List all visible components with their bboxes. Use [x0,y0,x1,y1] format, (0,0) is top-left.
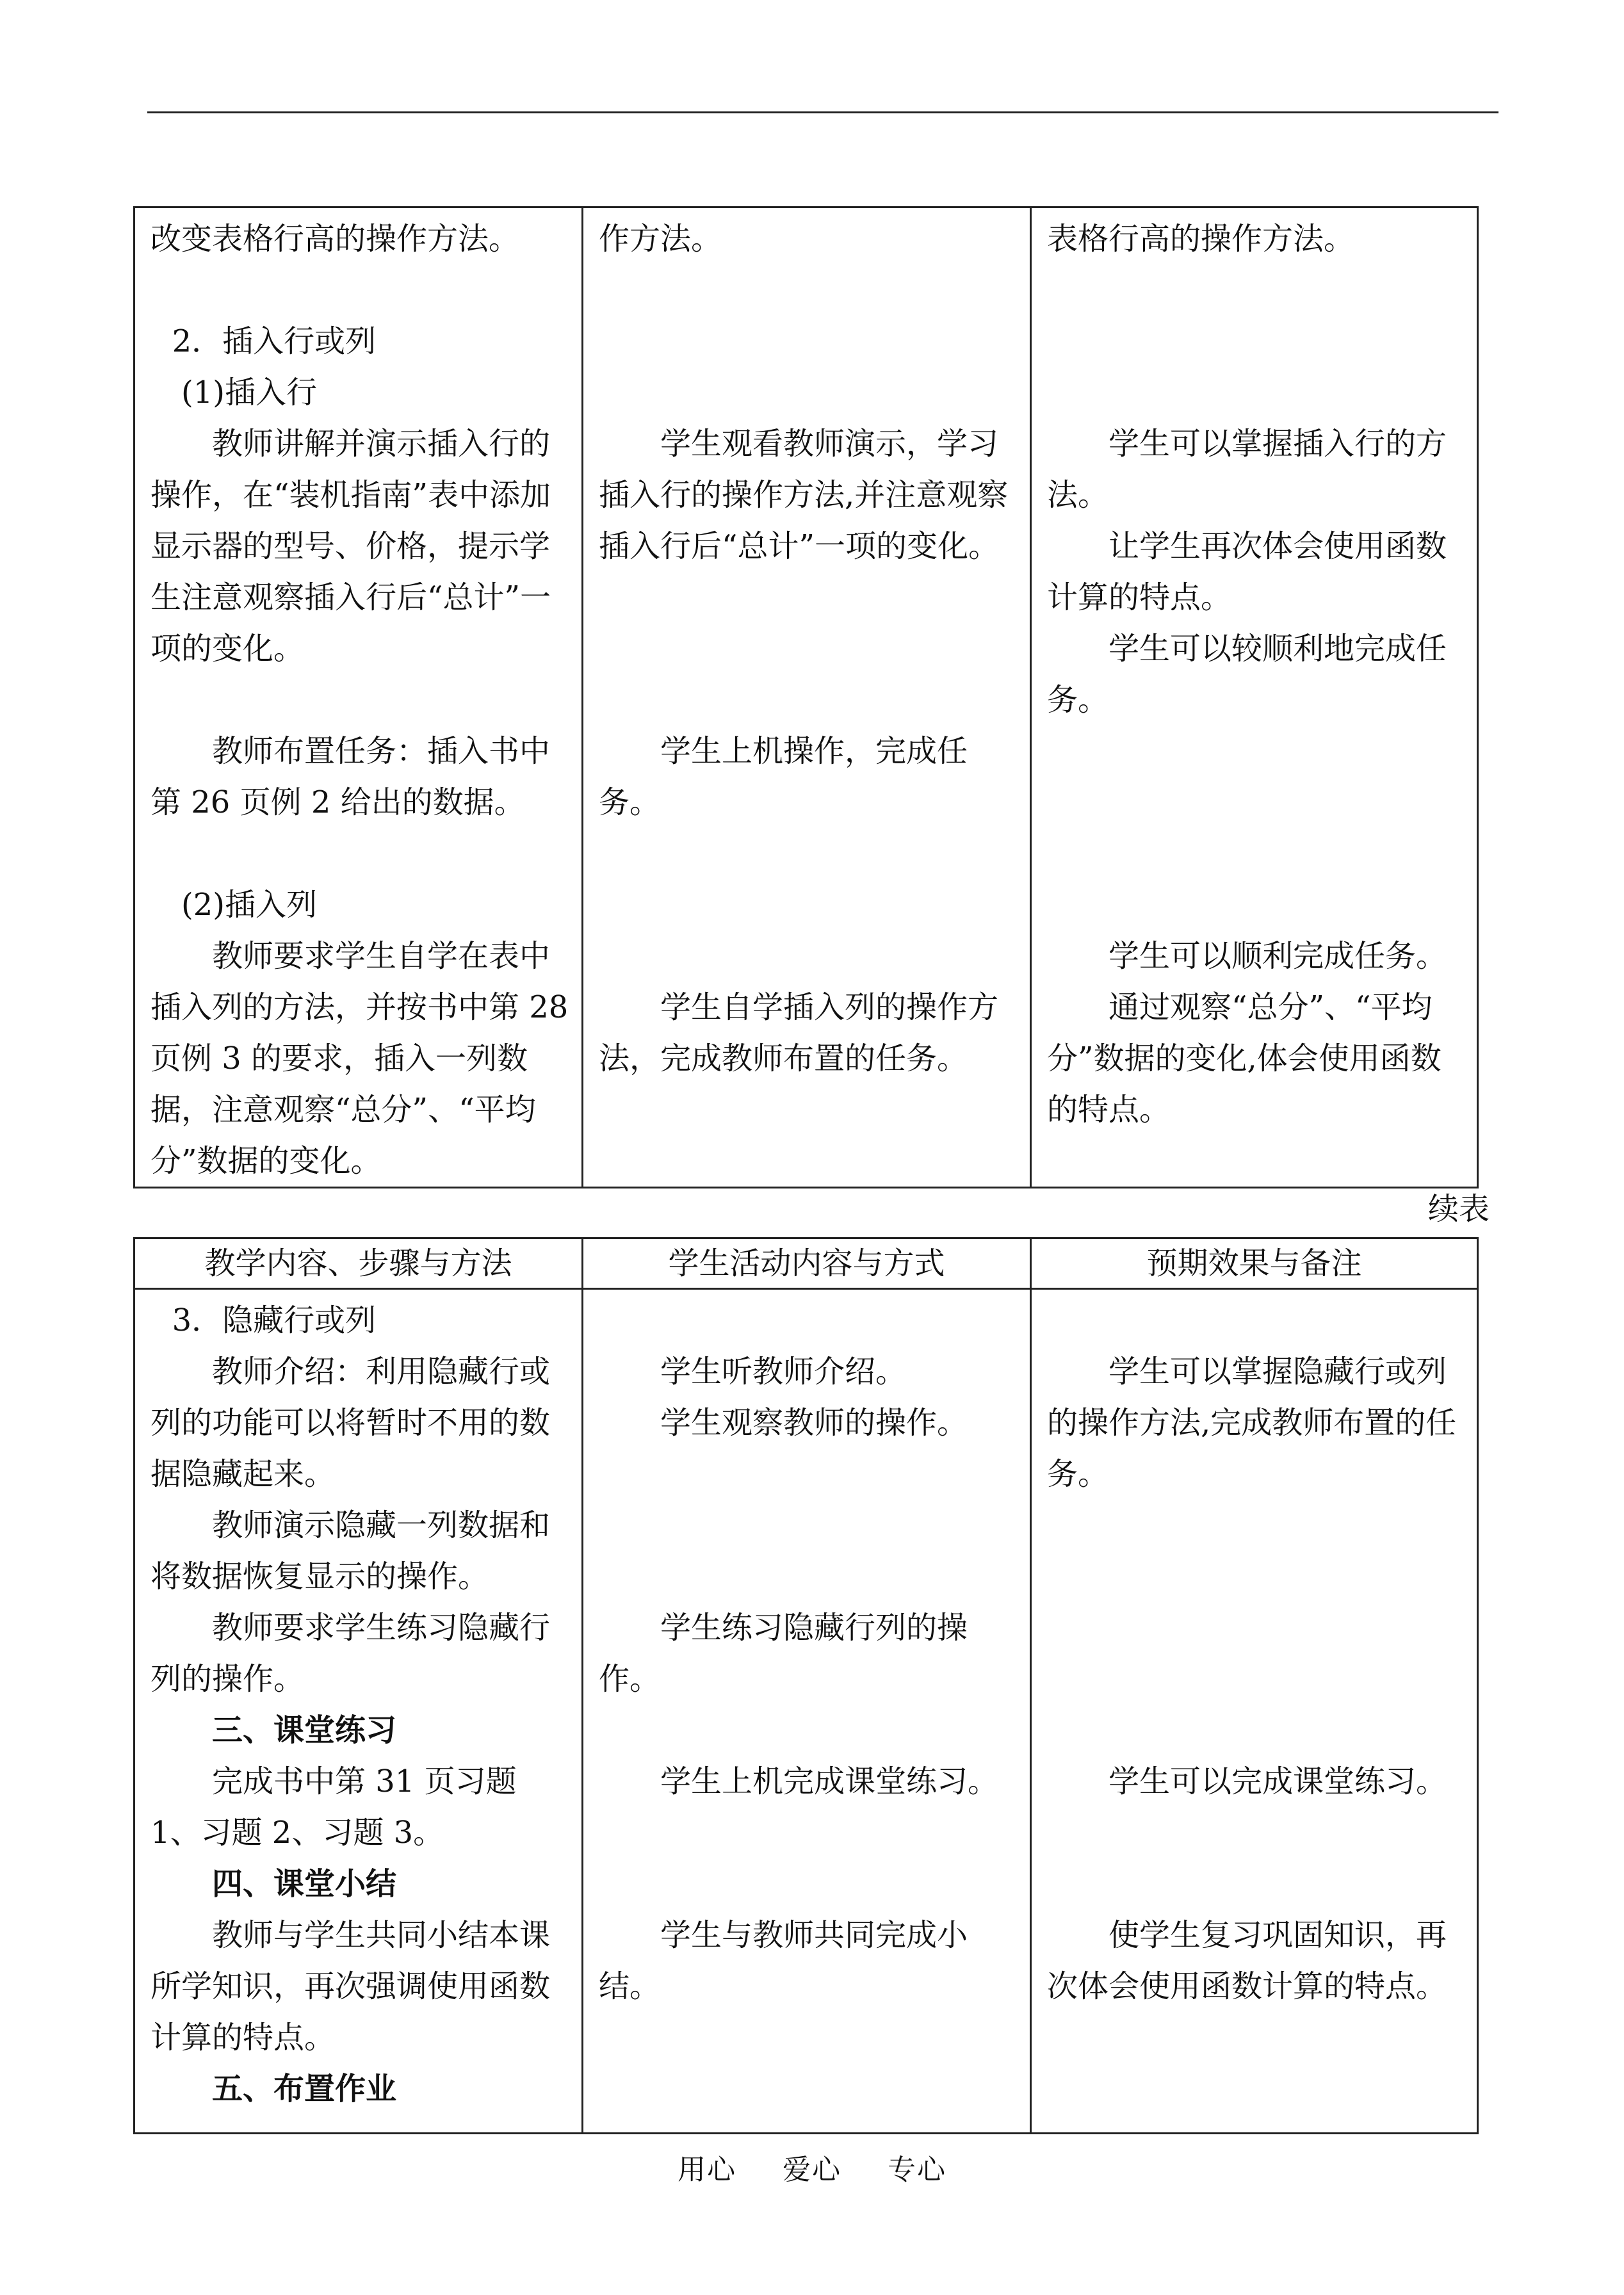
section-heading: 3．隐藏行或列 [172,1302,377,1338]
footer-text: 用心 [678,2153,736,2186]
paragraph: 学生自学插入列的操作方法，完成教师布置的任务。 [599,989,999,1076]
paragraph: 学生可以顺利完成任务。 [1108,938,1447,974]
section-heading: 2．插入行或列 [172,323,377,359]
paragraph: 改变表格行高的操作方法。 [150,221,520,257]
paragraph: 通过观察“总分”、“平均分”数据的变化,体会使用函数的特点。 [1047,989,1441,1128]
continued-label: 续表 [1427,1191,1490,1227]
paragraph: 教师介绍：利用隐藏行或列的功能可以将暂时不用的数据隐藏起来。 [150,1354,551,1492]
student-activity-cell [583,1289,1031,2134]
teaching-content-cell [134,1289,583,2134]
paragraph: 教师演示隐藏一列数据和将数据恢复显示的操作。 [150,1507,551,1594]
expected-effect-cell [1031,1289,1478,2134]
lesson-table-part2 [133,1237,1479,2134]
paragraph: 使学生复习巩固知识，再次体会使用函数计算的特点。 [1047,1917,1447,2004]
page-footer [0,2146,1624,2187]
header-rule [147,111,1498,113]
paragraph: 教师讲解并演示插入行的操作，在“装机指南”表中添加显示器的型号、价格，提示学生注意观察插入行后“总计”一项的变化。 [150,426,551,667]
column-header: 学生活动内容与方式 [583,1238,1031,1289]
paragraph: 学生可以掌握隐藏行或列的操作方法,完成教师布置的任务。 [1047,1354,1457,1492]
paragraph: 学生观看教师演示，学习插入行的操作方法,并注意观察插入行后“总计”一项的变化。 [599,426,1009,564]
paragraph: 作方法。 [599,221,722,257]
table-row [134,1289,1478,2134]
paragraph: 学生与教师共同完成小结。 [599,1917,968,2004]
column-header: 预期效果与备注 [1031,1238,1478,1289]
paragraph: 学生上机操作，完成任务。 [599,733,968,820]
footer-text: 爱心 [783,2153,841,2186]
footer-text: 专心 [888,2153,946,2186]
paragraph: 学生上机完成课堂练习。 [660,1764,999,1799]
paragraph: 教师要求学生自学在表中插入列的方法，并按书中第 28 页例 3 的要求，插入一列数据，注意观察“总分”、“平均分”数据的变化。 [150,938,569,1179]
table-header-row [134,1238,1478,1289]
section-heading: 五、布置作业 [212,2071,397,2107]
paragraph: 教师与学生共同小结本课所学知识，再次强调使用函数计算的特点。 [150,1917,551,2056]
sub-heading: (1)插入行 [181,375,317,410]
paragraph: 教师布置任务：插入书中第 26 页例 2 给出的数据。 [150,733,551,820]
paragraph: 完成书中第 31 页习题 1、习题 2、习题 3。 [150,1764,517,1851]
paragraph: 学生观察教师的操作。 [660,1405,968,1441]
sub-heading: (2)插入列 [181,887,317,923]
student-activity-cell [583,207,1031,1188]
paragraph: 学生可以完成课堂练习。 [1108,1764,1447,1799]
paragraph: 学生可以较顺利地完成任务。 [1047,631,1447,718]
paragraph: 表格行高的操作方法。 [1047,221,1355,257]
lesson-table-part1 [133,206,1479,1188]
teaching-content-cell [134,207,583,1188]
paragraph: 学生可以掌握插入行的方法。 [1047,426,1447,513]
column-header: 教学内容、步骤与方法 [134,1238,583,1289]
paragraph: 教师要求学生练习隐藏行列的操作。 [150,1610,551,1697]
expected-effect-cell [1031,207,1478,1188]
table-row [134,207,1478,1188]
section-heading: 四、课堂小结 [212,1866,397,1902]
section-heading: 三、课堂练习 [212,1712,397,1748]
paragraph: 学生听教师介绍。 [660,1354,907,1390]
paragraph: 让学生再次体会使用函数计算的特点。 [1047,528,1447,615]
paragraph: 学生练习隐藏行列的操作。 [599,1610,968,1697]
